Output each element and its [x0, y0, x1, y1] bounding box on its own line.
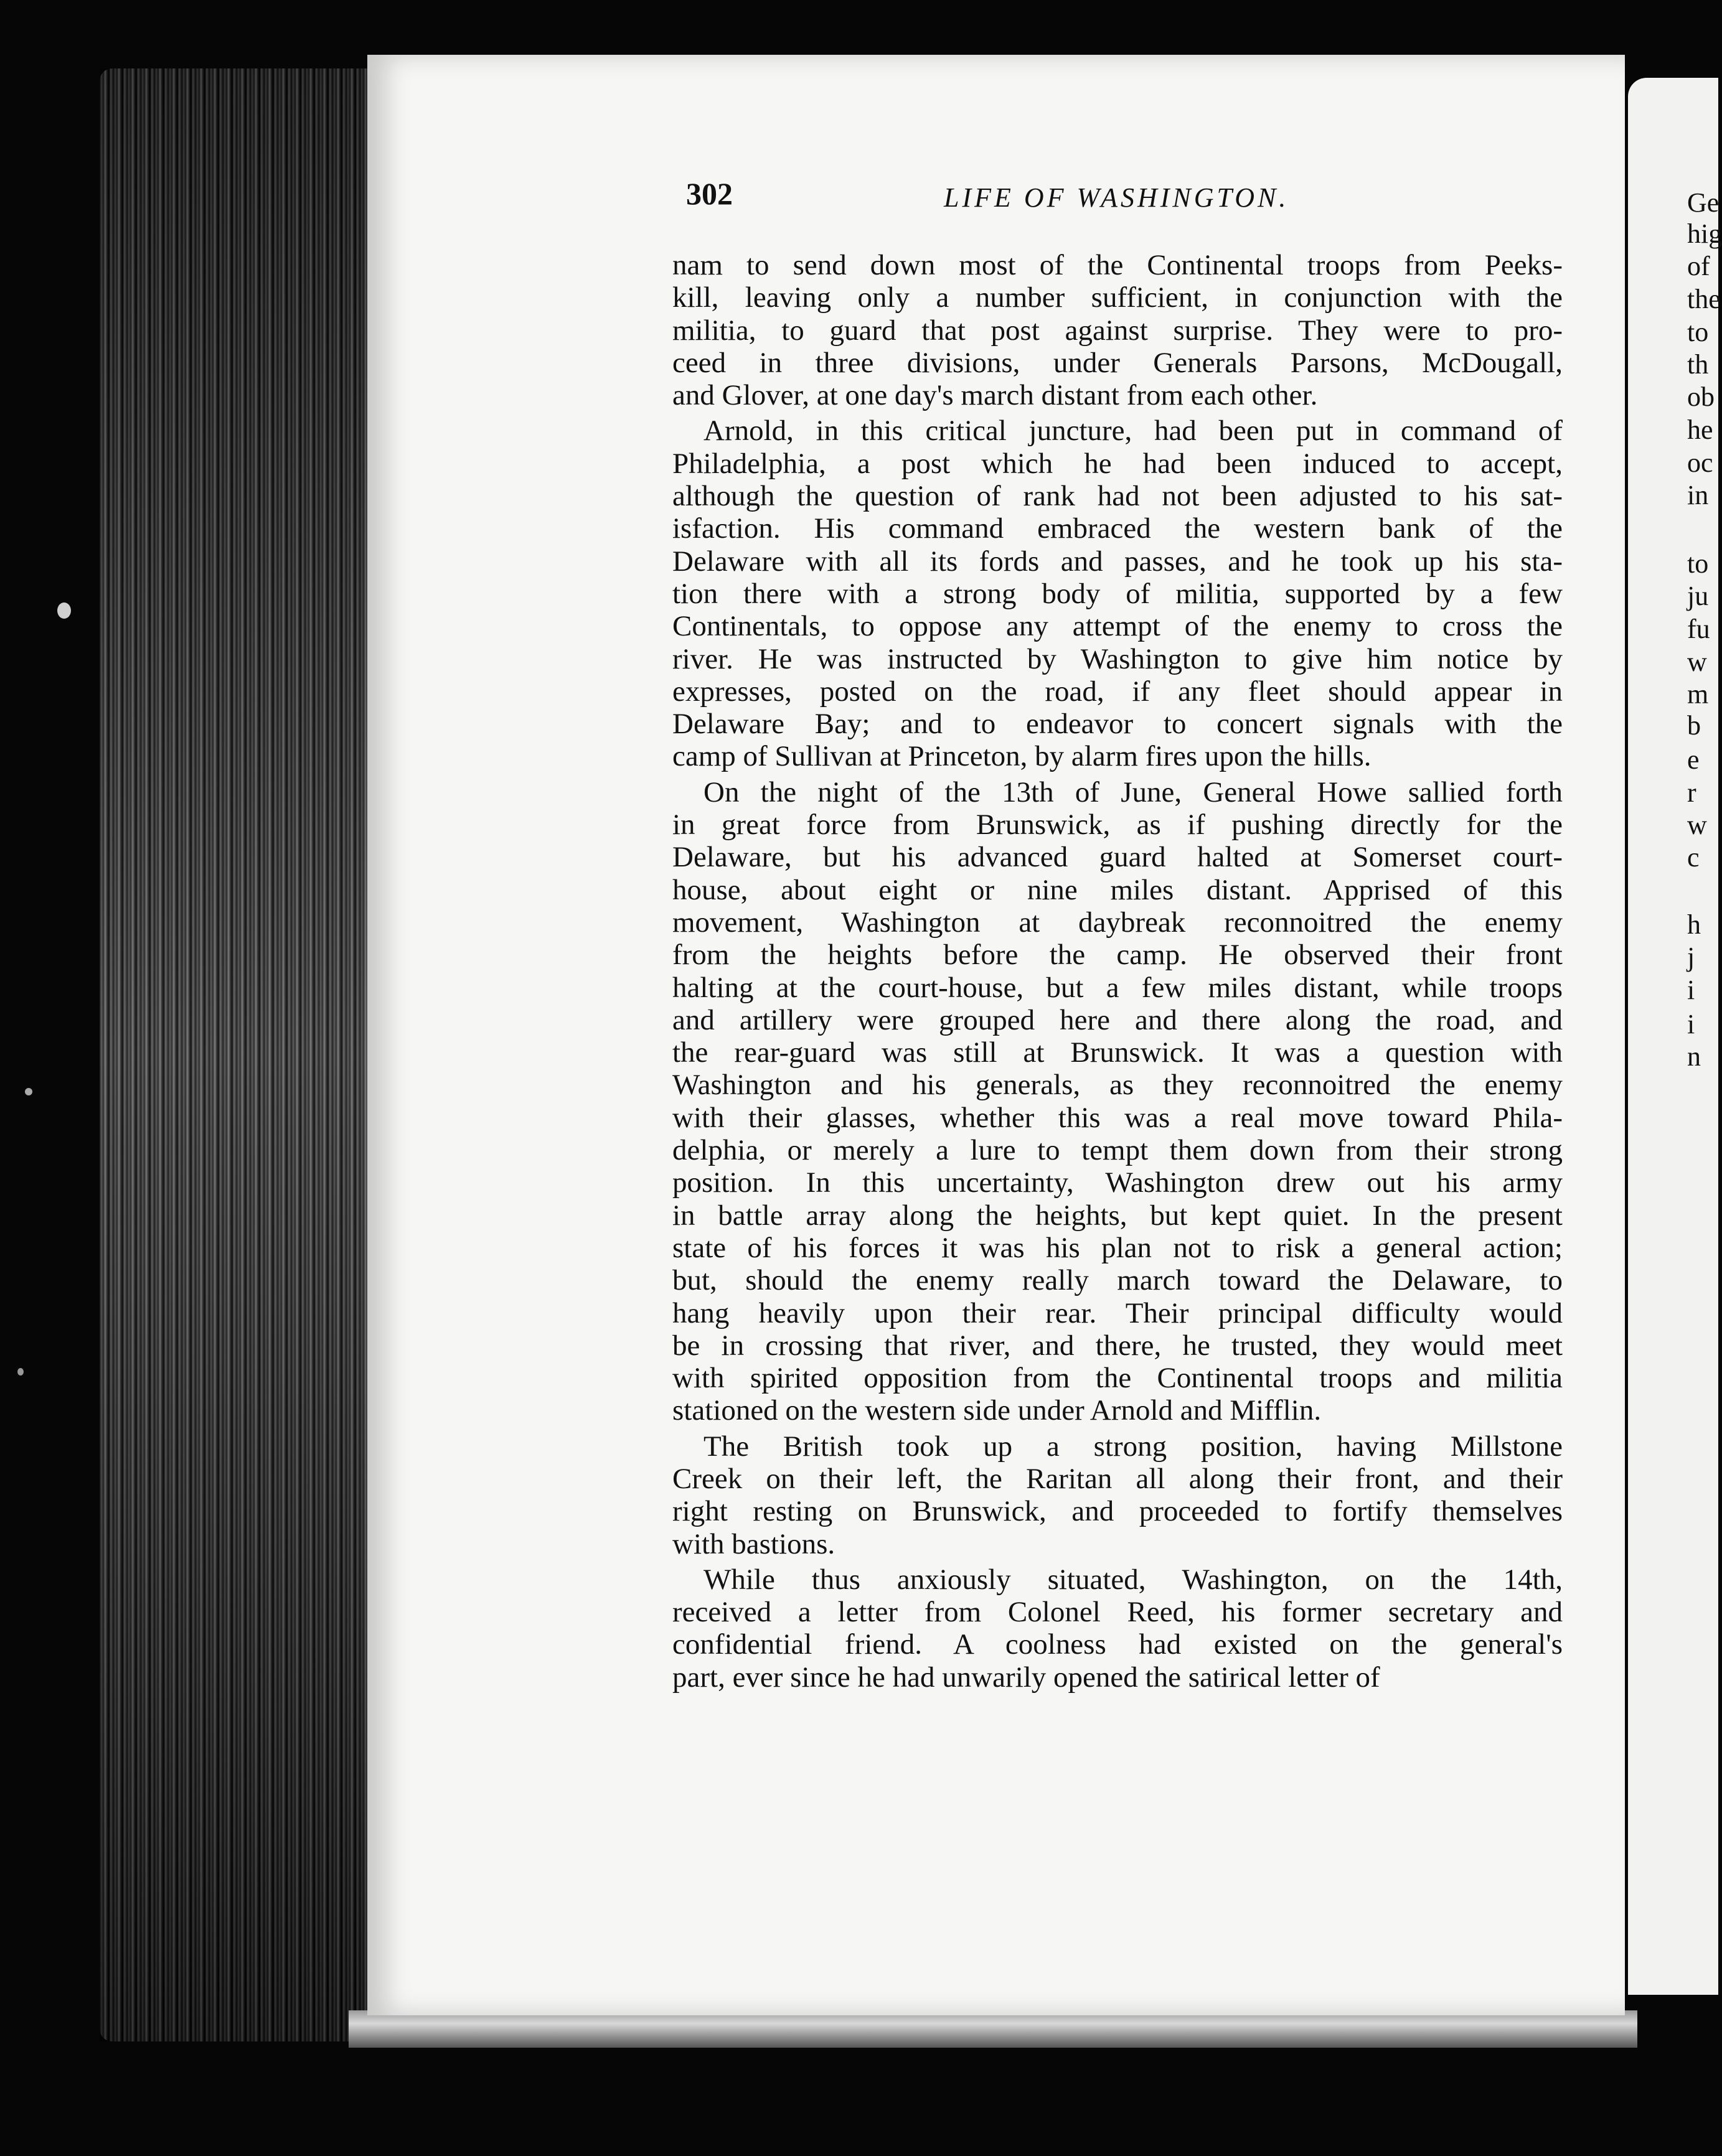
text-line: with bastions. [672, 1527, 835, 1560]
text-line: Delaware, but his advanced guard halted at Somerset court- [672, 841, 1563, 874]
next-page-text-fragment: he [1687, 415, 1713, 445]
text-line: with spirited opposition from the Continental troops and militia [672, 1362, 1563, 1395]
text-line: stationed on the western side under Arnold and Mifflin. [672, 1394, 1322, 1427]
dust-speck [57, 602, 71, 619]
next-page-text-fragment: ju [1687, 581, 1709, 611]
next-page-text-fragment: ob [1687, 382, 1715, 412]
text-line: Continentals, to oppose any attempt of the enemy to cross the [672, 610, 1563, 643]
text-line: nam to send down most of the Continental troops from Peeks- [672, 249, 1563, 281]
next-page-text-fragment: to [1687, 317, 1709, 347]
next-page-text-fragment: of [1687, 251, 1710, 281]
text-line: right resting on Brunswick, and proceeded to fortify themselves [672, 1495, 1563, 1528]
text-line: Delaware Bay; and to endeavor to concert signals with the [672, 708, 1563, 741]
text-line: with their glasses, whether this was a real move toward Phila- [672, 1101, 1563, 1134]
text-line: Creek on their left, the Raritan all along their front, and their [672, 1462, 1563, 1495]
next-page-text-fragment: i [1687, 1009, 1695, 1039]
next-page-text-fragment: b [1687, 710, 1701, 741]
text-line: Washington and his generals, as they reconnoitred the enemy [672, 1069, 1563, 1102]
text-line: house, about eight or nine miles distant. Apprised of this [672, 873, 1563, 906]
dust-speck [17, 1368, 24, 1376]
text-line: Delaware with all its fords and passes, and he took up his sta- [672, 545, 1563, 578]
text-line: militia, to guard that post against surprise. They were to pro- [672, 314, 1563, 347]
text-line: expresses, posted on the road, if any fleet should appear in [672, 675, 1563, 708]
text-line: in battle array along the heights, but kept quiet. In the present [672, 1199, 1563, 1232]
text-line: in great force from Brunswick, as if pushing directly for the [672, 809, 1563, 841]
page-bottom-edge [349, 2010, 1637, 2048]
next-page-text-fragment: w [1687, 647, 1707, 677]
text-line: ceed in three divisions, under Generals Parsons, McDougall, [672, 346, 1563, 379]
next-page-text-fragment: j [1687, 942, 1695, 972]
text-line: although the question of rank had not been adjusted to his sat- [672, 480, 1563, 513]
next-page-text-fragment: Ge [1687, 187, 1720, 218]
next-page-text-fragment: oc [1687, 448, 1713, 478]
text-line: from the heights before the camp. He observed their front [672, 939, 1563, 972]
text-line: Philadelphia, a post which he had been induced to accept, [672, 447, 1563, 480]
next-page-text-fragment: r [1687, 777, 1696, 808]
text-line: river. He was instructed by Washington to give him notice by [672, 642, 1563, 675]
text-line: position. In this uncertainty, Washington drew out his army [672, 1166, 1563, 1199]
text-line: the rear-guard was still at Brunswick. It was a question with [672, 1036, 1563, 1069]
text-line: camp of Sullivan at Princeton, by alarm fires upon the hills. [672, 740, 1371, 773]
next-page-text-fragment: th [1687, 349, 1709, 380]
text-line: and artillery were grouped here and there along the road, and [672, 1003, 1563, 1036]
running-head: LIFE OF WASHINGTON. [944, 182, 1289, 213]
page-number: 302 [686, 176, 733, 211]
next-page-text-fragment: i [1687, 975, 1695, 1005]
next-page-text-fragment: to [1687, 548, 1709, 579]
text-line: halting at the court-house, but a few miles distant, while troops [672, 971, 1563, 1004]
text-line: delphia, or merely a lure to tempt them down from their strong [672, 1134, 1563, 1167]
text-line: movement, Washington at daybreak reconnoitred the enemy [672, 906, 1563, 939]
next-page-text-fragment: the [1687, 284, 1721, 314]
dust-speck [25, 1088, 32, 1095]
text-line: received a letter from Colonel Reed, his former secretary and [672, 1596, 1563, 1629]
text-line: state of his forces it was his plan not to risk a general action; [672, 1231, 1563, 1264]
next-page-sliver [1628, 78, 1722, 1995]
text-line: On the night of the 13th of June, General Howe sallied forth [703, 776, 1563, 809]
text-line: kill, leaving only a number sufficient, in conjunction with the [672, 281, 1563, 314]
next-page-text-fragment: n [1687, 1041, 1701, 1072]
next-page-text-fragment: m [1687, 679, 1709, 710]
text-line: be in crossing that river, and there, he trusted, they would meet [672, 1329, 1563, 1362]
next-page-text-fragment: c [1687, 842, 1700, 873]
text-line: hang heavily upon their rear. Their principal difficulty would [672, 1296, 1563, 1329]
next-page-text-fragment: hig [1687, 218, 1722, 249]
text-line: confidential friend. A coolness had existed on the general's [672, 1628, 1563, 1661]
text-line: isfaction. His command embraced the western bank of the [672, 512, 1563, 545]
text-line: The British took up a strong position, having Millstone [703, 1430, 1563, 1463]
next-page-text-fragment: e [1687, 744, 1700, 775]
book-page-edges [100, 68, 374, 2041]
text-line: While thus anxiously situated, Washington, on the 14th, [703, 1563, 1563, 1596]
text-line: and Glover, at one day's march distant from each other. [672, 379, 1318, 412]
text-line: part, ever since he had unwarily opened the satirical letter of [672, 1661, 1380, 1694]
text-line: tion there with a strong body of militia, supported by a few [672, 577, 1563, 610]
next-page-text-fragment: in [1687, 480, 1709, 510]
next-page-text-fragment: h [1687, 909, 1701, 940]
body-text [672, 249, 1563, 1694]
next-page-text-fragment: w [1687, 810, 1707, 840]
text-line: Arnold, in this critical juncture, had been put in command of [703, 415, 1563, 448]
text-line: but, should the enemy really march toward the Delaware, to [672, 1264, 1563, 1297]
next-page-text-fragment: fu [1687, 614, 1710, 644]
